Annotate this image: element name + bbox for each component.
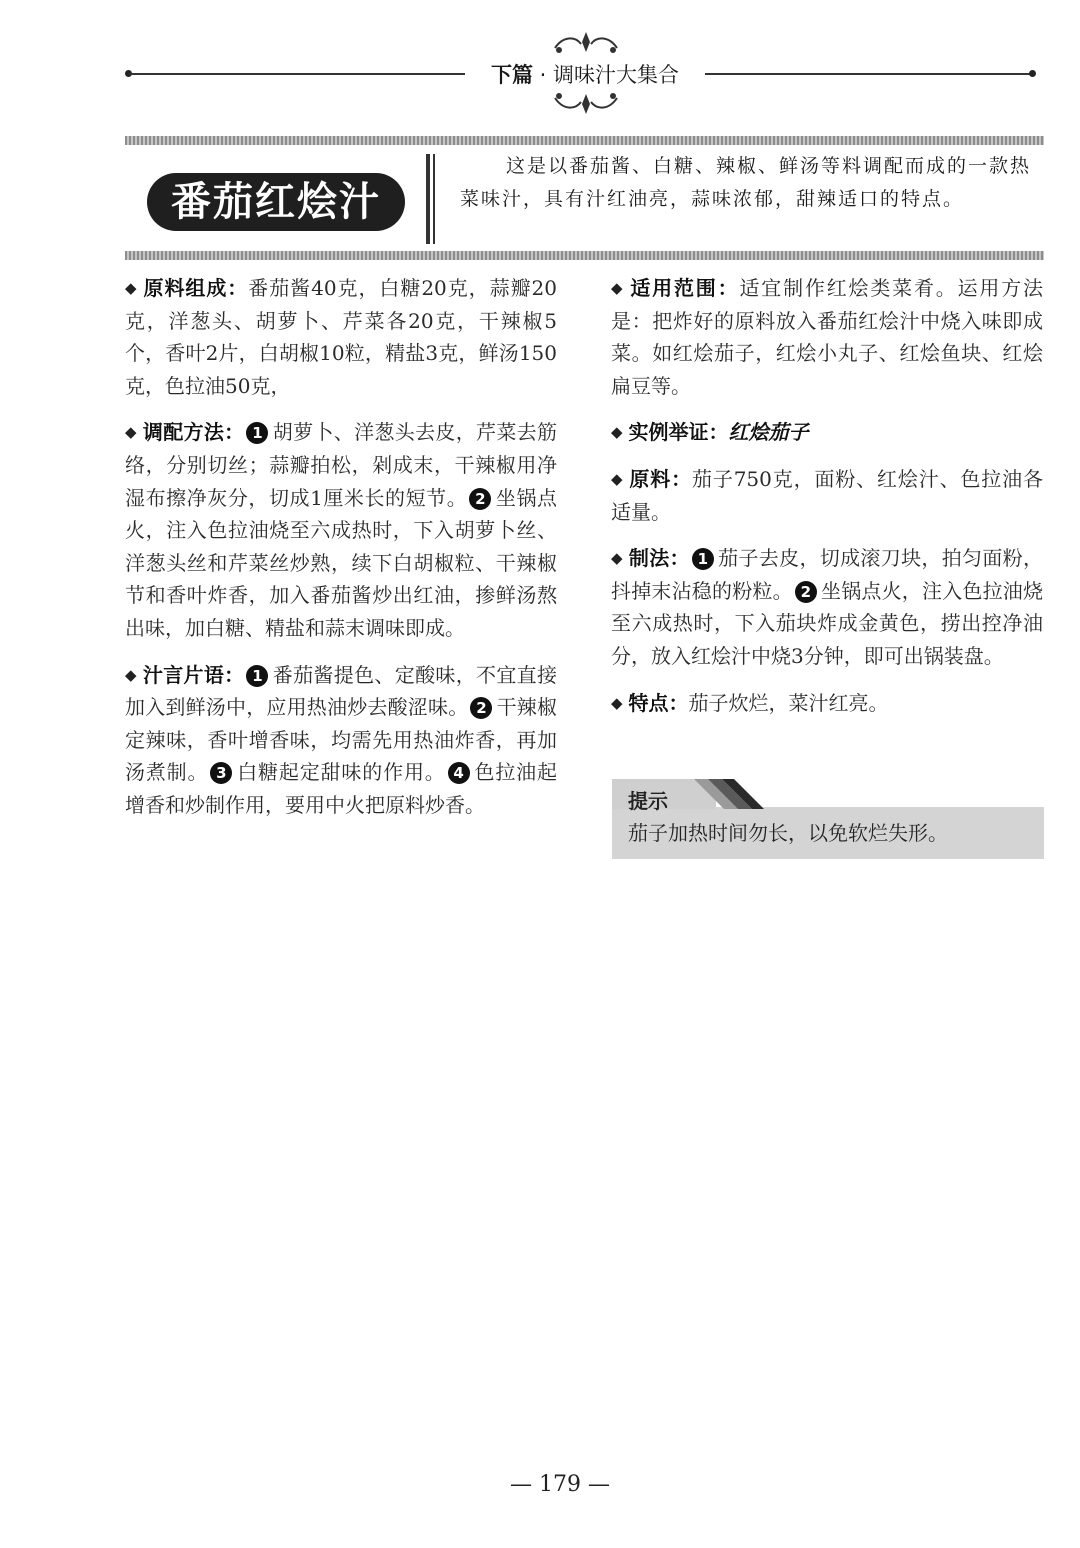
tip-text: 番茄酱提色、定酸味，不宜直接加入到鲜汤中，应用热油炒去酸涩味。 (125, 662, 558, 720)
tip-text: 色拉油起增香和炒制作用，要用中火把原料炒香。 (125, 760, 558, 817)
method-paragraph (125, 416, 557, 644)
ingredients-paragraph (125, 272, 557, 402)
tip-title: 提示 (628, 789, 668, 813)
right-column (611, 272, 1043, 733)
tips-paragraph (125, 659, 557, 822)
band-stripe (125, 136, 1044, 145)
section-label: 调味汁大集合 (553, 63, 680, 87)
scope-label: 适用范围： (628, 276, 740, 300)
step-number-icon: 2 (469, 488, 491, 510)
part-label: 下篇 (490, 63, 533, 87)
step-number-icon: 2 (470, 697, 492, 719)
page-number: — 179 — (510, 1472, 610, 1497)
diamond-bullet-icon: ◆ (611, 469, 623, 488)
header-rule-left (129, 73, 465, 75)
step-number-icon: 1 (246, 422, 268, 444)
recipe-title: 番茄红烩汁 (147, 173, 405, 231)
band-stripe (125, 251, 1044, 260)
running-header (125, 28, 1037, 120)
material-paragraph (611, 463, 1043, 528)
flourish-ornament-icon (551, 90, 621, 116)
feature-paragraph (611, 687, 1043, 720)
tips-label: 汁言片语： (142, 662, 245, 687)
left-column (125, 272, 557, 836)
ingredients-label: 原料组成： (142, 276, 249, 300)
material-text: 茄子750克，面粉、红烩汁、色拉油各适量。 (611, 466, 1043, 524)
step-number-icon: 1 (692, 548, 714, 570)
diamond-bullet-icon: ◆ (125, 423, 137, 442)
recipe-intro-text: 这是以番茄酱、白糖、辣椒、鲜汤等料调配而成的一款热菜味汁，具有汁红油亮，蒜味浓郁，甜辣适口的特点。 (460, 155, 1032, 210)
divider-bar (426, 154, 430, 244)
diamond-bullet-icon: ◆ (611, 549, 623, 568)
example-paragraph (611, 416, 1043, 449)
tip-text: 茄子加热时间勿长，以免软烂失形。 (628, 821, 948, 845)
feature-label: 特点： (628, 690, 689, 715)
flourish-ornament-icon (551, 30, 621, 56)
feature-text: 茄子炊烂，菜汁红亮。 (688, 690, 889, 715)
step-number-icon: 3 (210, 762, 232, 784)
step-text: 坐锅点火，注入色拉油烧至六成热时，下入茄块炸成金黄色，捞出控净油分，放入红烩汁中烧3分钟，即可出锅装盘。 (611, 578, 1044, 668)
tip-stripes-icon (694, 779, 774, 809)
rule-end-dot (1029, 70, 1036, 77)
step-text: 茄子去皮，切成滚刀块，拍匀面粉，抖掉末沾稳的粉粒。 (611, 546, 1044, 603)
material-label: 原料： (628, 466, 692, 491)
step-number-icon: 1 (246, 665, 268, 687)
step-number-icon: 4 (448, 762, 470, 784)
divider-bar (433, 154, 435, 244)
tip-box (612, 779, 1044, 859)
method-label: 调配方法： (142, 420, 245, 445)
recipe-title-band (125, 136, 1044, 260)
tip-text: 干辣椒定辣味，香叶增香味，均需先用热油炸香，再加汤煮制。 (125, 695, 558, 785)
step-number-icon: 2 (795, 581, 817, 603)
method-step-text: 胡萝卜、洋葱头去皮，芹菜去筋络，分别切丝；蒜瓣拍松，剁成末，干辣椒用净湿布擦净灰分，切成1厘米长的短节。 (125, 420, 558, 510)
steps-paragraph (611, 542, 1043, 672)
title-separator: · (539, 63, 547, 87)
method-step-text: 坐锅点火，注入色拉油烧至六成热时，下入胡萝卜丝、洋葱头丝和芹菜丝炒熟，续下白胡椒粒、干辣椒节和香叶炸香，加入番茄酱炒出红油，掺鲜汤熬出味，加白糖、精盐和蒜末调味即成。 (125, 485, 558, 640)
steps-label: 制法： (628, 546, 690, 571)
diamond-bullet-icon: ◆ (611, 423, 623, 442)
tip-text: 白糖起定甜味的作用。 (236, 760, 446, 785)
diamond-bullet-icon: ◆ (125, 665, 137, 684)
running-title (465, 59, 705, 89)
diamond-bullet-icon: ◆ (611, 279, 623, 297)
scope-text: 适宜制作红烩类菜肴。运用方法是：把炸好的原料放入番茄红烩汁中烧入味即成菜。如红烩茄子，红烩小丸子、红烩鱼块、红烩扁豆等。 (611, 276, 1044, 398)
diamond-bullet-icon: ◆ (125, 279, 137, 297)
example-dish-name: 红烩茄子 (728, 420, 809, 445)
scope-paragraph (611, 272, 1043, 402)
diamond-bullet-icon: ◆ (611, 693, 623, 712)
recipe-intro (460, 150, 1044, 216)
ingredients-text: 番茄酱40克，白糖20克，蒜瓣20克，洋葱头、胡萝卜、芹菜各20克，干辣椒5个，香叶2片，白胡椒10粒，精盐3克，鲜汤150克，色拉油50克， (125, 276, 557, 398)
header-rule-right (705, 73, 1031, 75)
example-label: 实例举证： (628, 420, 729, 445)
